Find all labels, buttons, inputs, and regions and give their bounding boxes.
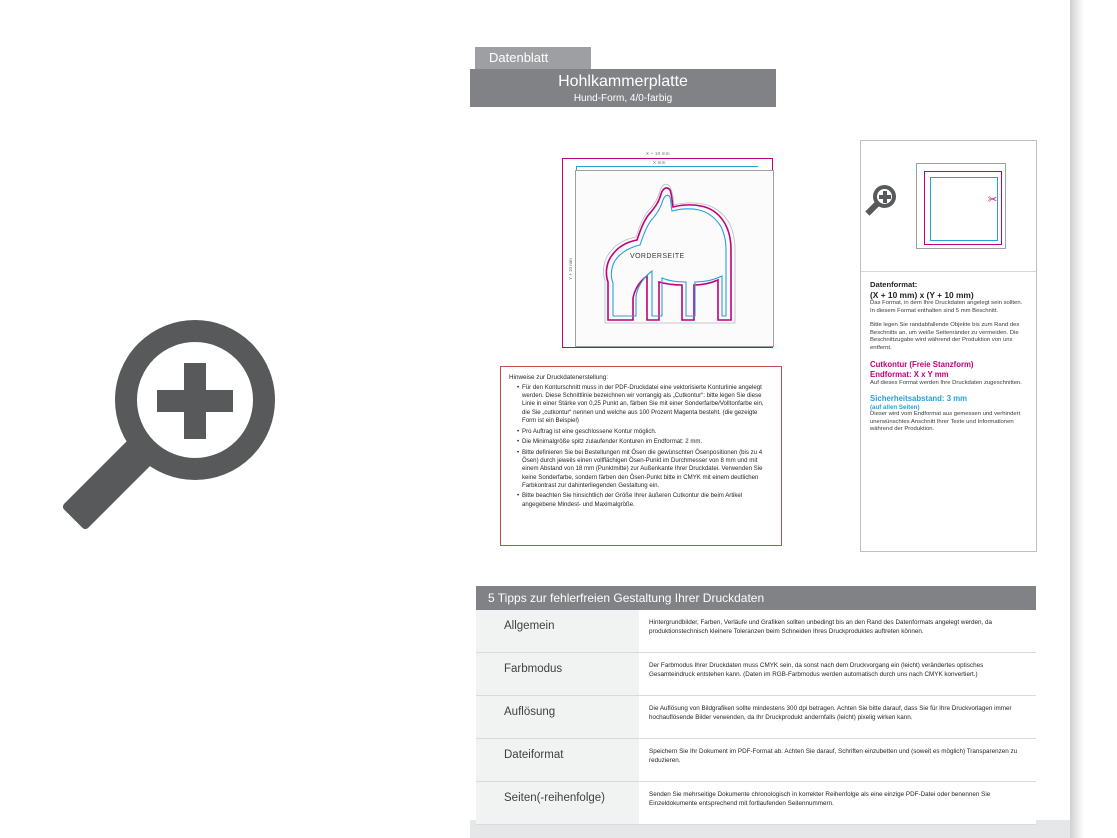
page-subtitle: Hund-Form, 4/0-farbig <box>573 93 673 104</box>
hint-item: • Bitte definieren Sie bei Bestellungen mit Ösen die gewünschten Ösenpositionen (bis zu 4 Ösen) durch jeweils einen vollflächigen Ösen-Punkt im Durchmesser von 8 mm und mit einem Abstand von 18 mm (Punktmitte) zur Außenkante Ihrer Druckdatei. Verwenden Sie keine Sonderfarbe, sondern färben den Ösen-Punkt bitte in CMYK mit einem deutlichen Farbkontrast zur dahinterliegenden Gestaltung ein. <box>517 449 773 490</box>
sheet-shadow <box>1070 0 1084 838</box>
dim-top-inner-label: X mm <box>653 160 666 165</box>
tip-body: Senden Sie mehrseitige Dokumente chronologisch in korrekter Reihenfolge als eine einzige PDF-Datei oder benennen Sie Einzeldokumente entsprechend mit fortlaufenden Seitennummern. <box>639 782 1036 824</box>
tip-label: Allgemein <box>476 610 639 652</box>
tips-table <box>476 586 1036 825</box>
sicherheitsabstand-text: Dieser wird vom Endformat aus gemessen und verhindert unerwünschtes Anschnitt Ihrer Texte und Informationen während der Produktion. <box>870 411 1021 433</box>
dim-top-outer-label: X + 10 mm <box>646 151 670 156</box>
print-data-hints-box <box>500 366 782 546</box>
datenformat-formula: (X + 10 mm) x (Y + 10 mm) <box>870 290 974 300</box>
sicherheitsabstand-subheading: (auf allen Seiten) <box>870 404 920 412</box>
dim-left-outer-label: Y + 10 mm <box>568 258 573 280</box>
tip-body: Hintergrundbilder, Farben, Verläufe und Grafiken sollten unbedingt bis an den Rand des Datenformats angelegt werden, da produktionstechnisch kleinere Toleranzen beim Schneiden Ihres Druckproduktes auftreten können. <box>639 610 1036 652</box>
scissors-icon: ✂ <box>988 194 998 206</box>
front-side-label: VORDERSEITE <box>630 253 685 260</box>
magnifier-plus-vertical <box>184 363 206 439</box>
datenformat-text: Das Format, in dem Ihre Druckdaten angelegt sein sollten. In diesem Format enthalten sind 5 mm Beschnitt. <box>870 300 1023 314</box>
table-row <box>476 739 1036 782</box>
dim-left-outer-line <box>562 158 563 348</box>
datenformat-heading: Datenformat: <box>870 280 918 289</box>
page-right-margin <box>1084 0 1117 838</box>
cutkontur-heading: Cutkontur (Freie Stanzform) <box>870 359 974 369</box>
page-title: Hohlkammerplatte <box>558 73 688 90</box>
hint-item: • Pro Auftrag ist eine geschlossene Kontur möglich. <box>517 428 773 436</box>
hint-item: • Für den Konturschnitt muss in der PDF-Druckdatei eine vektorisierte Konturlinie angelegt werden. Diese Schnittlinie bezeichnen wir vorrangig als „Cutkontur“: bitte legen Sie diese Linie in einer Stärke von 0,25 Punkt an, färben Sie mit einer Sonderfarbe/Volltonfarbe ein, die Sie „cutkontur“ nennen und welche aus 100 Prozent Magenta besteht. (die gezeigte Form ist ein Beispiel) <box>517 384 773 425</box>
datasheet-tab: Datenblatt <box>475 47 591 69</box>
hints-list <box>509 384 773 509</box>
tip-label: Farbmodus <box>476 653 639 695</box>
magnifier-plus-vertical <box>883 191 887 203</box>
tip-label: Seiten(-reihenfolge) <box>476 782 639 824</box>
magnifier-plus-icon <box>115 320 315 520</box>
datasheet-title-bar <box>470 69 776 107</box>
preview-pane <box>0 0 470 838</box>
table-row <box>476 653 1036 696</box>
tip-body: Die Auflösung von Bildgrafiken sollte mindestens 300 dpi betragen. Achten Sie bitte darauf, dass Sie für Ihre Druckvorlagen immer hochauflösende Bilder verwenden, da Ihr Druckprodukt andernfalls (leicht) pixelig wirken kann. <box>639 696 1036 738</box>
hint-item: • Die Minimalgröße spitz zulaufender Konturen im Endformat: 2 mm. <box>517 438 773 446</box>
tip-label: Auflösung <box>476 696 639 738</box>
tip-body: Der Farbmodus Ihrer Druckdaten muss CMYK sein, da sonst nach dem Druckvorgang ein (leicht) verändertes optisches Gesamteindruck entstehen kann. (Daten im RGB-Farbmodus werden automatisch durch uns nach CMYK konvertiert.) <box>639 653 1036 695</box>
hints-title: Hinweise zur Druckdatenerstellung: <box>509 374 609 381</box>
technical-drawing <box>560 150 775 350</box>
tip-body: Speichern Sie Ihr Dokument im PDF-Format ab. Achten Sie darauf, Schriften einzubetten und (soweit es möglich) Transparenzen zu reduzieren. <box>639 739 1036 781</box>
tip-label: Dateiformat <box>476 739 639 781</box>
table-row <box>476 610 1036 653</box>
table-row <box>476 696 1036 739</box>
magnifier-plus-icon <box>873 185 903 215</box>
dim-top-outer-line <box>562 158 773 159</box>
format-frame-diagram <box>916 163 1021 253</box>
cutkontur-text: Auf dieses Format werden Ihre Druckdaten zugeschnitten. <box>870 379 1022 386</box>
format-preview <box>861 141 1036 272</box>
bleed-text: Bitte legen Sie randabfallende Objekte bis zum Rand des Beschnitts an, um weiße Seitenränder zu vermeiden. Die Beschnittzugabe wird während der Produktion von uns entfernt. <box>870 322 1020 351</box>
endformat-heading: Endformat: X x Y mm <box>870 369 949 379</box>
safety-margin-frame <box>930 177 998 241</box>
format-info-text <box>861 272 1036 447</box>
sicherheitsabstand-heading: Sicherheitsabstand: 3 mm <box>870 394 968 404</box>
hint-item: • Bitte beachten Sie hinsichtlich der Größe Ihrer äußeren Cutkontur die beim Artikel angegebene Mindest- und Maximalgröße. <box>517 492 773 508</box>
format-info-panel <box>860 140 1037 552</box>
tips-header: 5 Tipps zur fehlerfreien Gestaltung Ihrer Druckdaten <box>476 586 1036 610</box>
dim-top-inner-line <box>576 166 758 167</box>
table-row <box>476 782 1036 825</box>
